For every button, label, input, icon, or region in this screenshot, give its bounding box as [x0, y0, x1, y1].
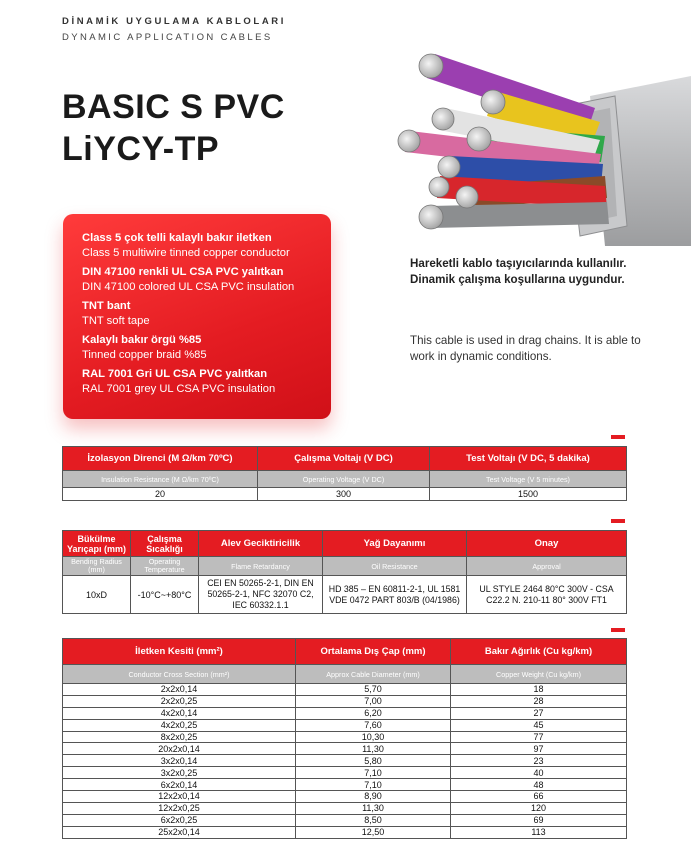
cable-diameter-cell: 5,80 — [296, 755, 451, 767]
copper-weight-cell: 77 — [451, 731, 627, 743]
table-row — [63, 695, 627, 707]
copper-weight-cell: 97 — [451, 743, 627, 755]
cross-section-cell: 3x2x0,14 — [63, 755, 296, 767]
test-voltage-subheader: Test Voltage (V 5 minutes) — [430, 471, 627, 488]
cable-diameter-cell: 7,10 — [296, 767, 451, 779]
cable-diameter-cell: 6,20 — [296, 707, 451, 719]
cross-section-header: İletken Kesiti (mm²) — [63, 639, 296, 665]
product-title-line2: LiYCY-TP — [62, 130, 220, 168]
table-row — [63, 767, 627, 779]
feature-4-tr: Kalaylı bakır örgü %85 — [82, 334, 202, 346]
copper-weight-cell: 69 — [451, 814, 627, 826]
bending-radius-subheader: Bending Radius (mm) — [63, 557, 131, 576]
copper-weight-cell: 28 — [451, 695, 627, 707]
copper-weight-cell: 66 — [451, 791, 627, 803]
copper-weight-cell: 48 — [451, 779, 627, 791]
test-voltage-header: Test Voltajı (V DC, 5 dakika) — [430, 447, 627, 471]
cable-diameter-cell: 5,70 — [296, 684, 451, 696]
cable-illustration — [365, 36, 691, 246]
cable-diameter-subheader: Approx Cable Diameter (mm) — [296, 665, 451, 684]
cable-diameter-header: Ortalama Dış Çap (mm) — [296, 639, 451, 665]
section-marker-1 — [611, 435, 625, 439]
bending-radius-header: Bükülme Yarıçapı (mm) — [63, 531, 131, 557]
cable-core-grey — [430, 202, 609, 228]
section-marker-2 — [611, 519, 625, 523]
copper-weight-cell: 45 — [451, 719, 627, 731]
table-row — [63, 755, 627, 767]
cross-section-cell: 3x2x0,25 — [63, 767, 296, 779]
copper-weight-cell: 18 — [451, 684, 627, 696]
feature-2-tr: DIN 47100 renkli UL CSA PVC yalıtkan — [82, 266, 284, 278]
approval-header: Onay — [467, 531, 627, 557]
table-row — [63, 779, 627, 791]
cable-diameter-cell: 10,30 — [296, 731, 451, 743]
test-voltage-value: 1500 — [430, 488, 627, 501]
cross-section-cell: 6x2x0,14 — [63, 779, 296, 791]
table-row — [63, 731, 627, 743]
feature-5-en: RAL 7001 grey UL CSA PVC insulation — [82, 383, 276, 395]
cable-diameter-cell: 12,50 — [296, 826, 451, 838]
bending-radius-value: 10xD — [63, 576, 131, 614]
cross-section-cell: 20x2x0,14 — [63, 743, 296, 755]
mechanical-specs-table — [62, 530, 627, 614]
insulation-resistance-header: İzolasyon Direnci (M Ω/km 70ºC) — [63, 447, 258, 471]
header-english: DYNAMIC APPLICATION CABLES — [62, 32, 273, 43]
cross-section-cell: 12x2x0,14 — [63, 791, 296, 803]
operating-voltage-header: Çalışma Voltajı (V DC) — [258, 447, 430, 471]
copper-weight-subheader: Copper Weight (Cu kg/km) — [451, 665, 627, 684]
table-row — [63, 684, 627, 696]
insulation-resistance-subheader: Insulation Resistance (M Ω/km 70ºC) — [63, 471, 258, 488]
cross-section-cell: 6x2x0,25 — [63, 814, 296, 826]
copper-weight-cell: 120 — [451, 802, 627, 814]
flame-retardancy-value: CEI EN 50265-2-1, DIN EN 50265-2-1, NFC 32070 C2, IEC 60332.1.1 — [199, 576, 323, 614]
flame-retardancy-header: Alev Geciktiricilik — [199, 531, 323, 557]
cable-diameter-cell: 8,50 — [296, 814, 451, 826]
copper-weight-cell: 113 — [451, 826, 627, 838]
cable-diameter-cell: 7,10 — [296, 779, 451, 791]
cable-diameter-cell: 7,00 — [296, 695, 451, 707]
approval-subheader: Approval — [467, 557, 627, 576]
flame-retardancy-subheader: Flame Retardancy — [199, 557, 323, 576]
cable-diameter-cell: 11,30 — [296, 802, 451, 814]
dimensions-table-body — [63, 684, 627, 839]
copper-weight-cell: 40 — [451, 767, 627, 779]
approval-value: UL STYLE 2464 80°C 300V - CSA C22.2 N. 210-11 80° 300V FT1 — [467, 576, 627, 614]
table-row — [63, 719, 627, 731]
cable-diameter-cell: 8,90 — [296, 791, 451, 803]
table-row — [63, 826, 627, 838]
operating-temperature-header: Çalışma Sıcaklığı — [131, 531, 199, 557]
section-marker-3 — [611, 628, 625, 632]
electrical-specs-table — [62, 446, 627, 501]
table-row — [63, 802, 627, 814]
copper-weight-header: Bakır Ağırlık (Cu kg/km) — [451, 639, 627, 665]
cross-section-cell: 12x2x0,25 — [63, 802, 296, 814]
cross-section-cell: 2x2x0,14 — [63, 684, 296, 696]
operating-voltage-value: 300 — [258, 488, 430, 501]
product-title-line1: BASIC S PVC — [62, 88, 285, 126]
feature-3-en: TNT soft tape — [82, 315, 150, 327]
feature-1-tr: Class 5 çok telli kalaylı bakır iletken — [82, 232, 272, 244]
dimensions-table — [62, 638, 627, 839]
copper-weight-cell: 23 — [451, 755, 627, 767]
cross-section-cell: 25x2x0,14 — [63, 826, 296, 838]
operating-temperature-subheader: Operating Temperature — [131, 557, 199, 576]
cross-section-cell: 4x2x0,25 — [63, 719, 296, 731]
description-english: This cable is used in drag chains. It is able to work in dynamic conditions. — [410, 334, 641, 363]
features-box — [63, 214, 331, 419]
feature-4-en: Tinned copper braid %85 — [82, 349, 207, 361]
description-turkish: Hareketli kablo taşıyıcılarında kullanılır. Dinamik çalışma koşullarına uygundur. — [410, 257, 627, 286]
table-row — [63, 743, 627, 755]
operating-voltage-subheader: Operating Voltage (V DC) — [258, 471, 430, 488]
cross-section-cell: 2x2x0,25 — [63, 695, 296, 707]
feature-3-tr: TNT bant — [82, 300, 131, 312]
cable-diameter-cell: 11,30 — [296, 743, 451, 755]
insulation-resistance-value: 20 — [63, 488, 258, 501]
header-turkish: DİNAMİK UYGULAMA KABLOLARI — [62, 16, 286, 27]
copper-weight-cell: 27 — [451, 707, 627, 719]
oil-resistance-header: Yağ Dayanımı — [323, 531, 467, 557]
table-row — [63, 707, 627, 719]
table-row — [63, 814, 627, 826]
product-title — [62, 86, 285, 170]
feature-2-en: DIN 47100 colored UL CSA PVC insulation — [82, 281, 295, 293]
cross-section-subheader: Conductor Cross Section (mm²) — [63, 665, 296, 684]
cross-section-cell: 4x2x0,14 — [63, 707, 296, 719]
operating-temperature-value: -10°C~+80°C — [131, 576, 199, 614]
feature-1-en: Class 5 multiwire tinned copper conductor — [82, 247, 290, 259]
cross-section-cell: 8x2x0,25 — [63, 731, 296, 743]
cable-diameter-cell: 7,60 — [296, 719, 451, 731]
feature-5-tr: RAL 7001 Gri UL CSA PVC yalıtkan — [82, 368, 268, 380]
oil-resistance-subheader: Oil Resistance — [323, 557, 467, 576]
oil-resistance-value: HD 385 – EN 60811-2-1, UL 1581 VDE 0472 PART 803/B (04/1986) — [323, 576, 467, 614]
table-row — [63, 791, 627, 803]
